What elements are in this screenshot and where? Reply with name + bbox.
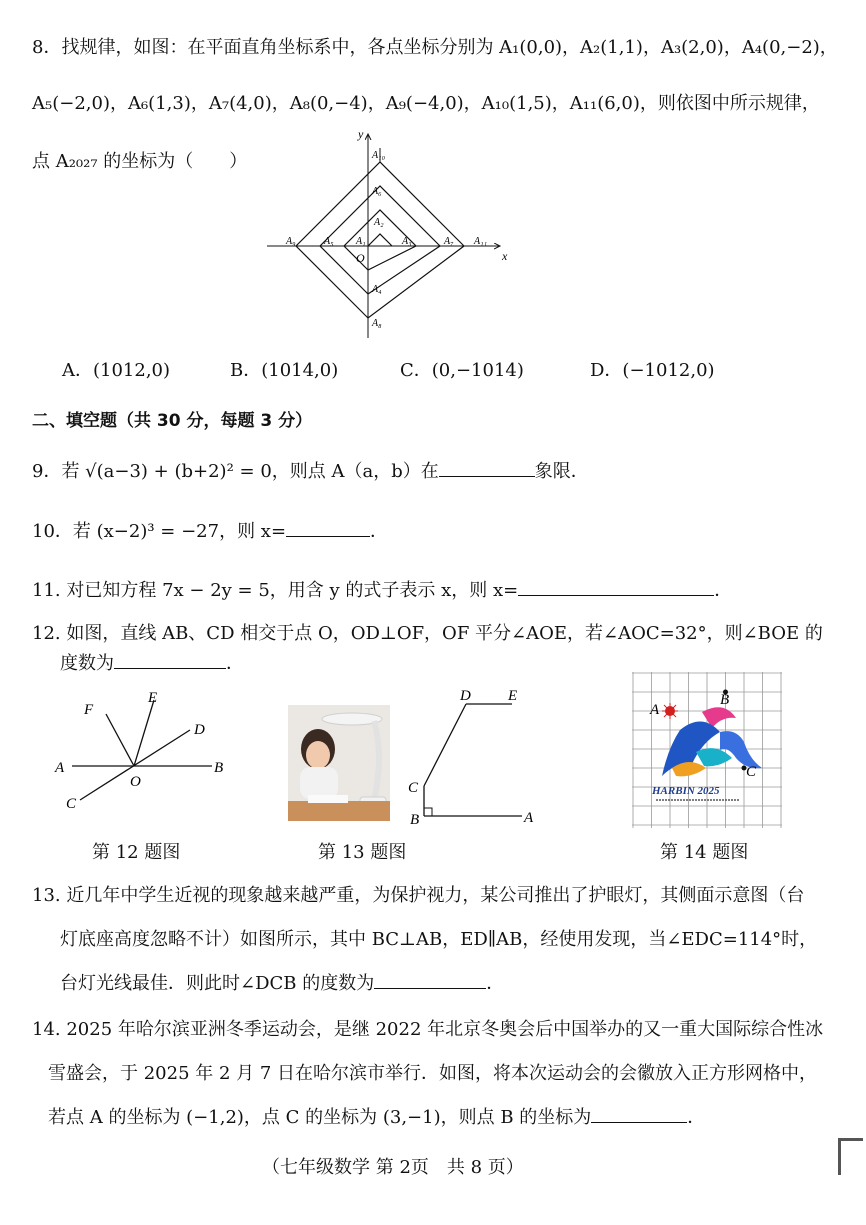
q12-label-O: O <box>130 774 141 790</box>
q14-label-B: B <box>720 692 730 708</box>
q8-line3: 点 A₂₀₂₇ 的坐标为（ ） <box>32 151 248 172</box>
q12-label-E: E <box>148 690 158 706</box>
q14-line2: 雪盛会，于 2025 年 2 月 7 日在哈尔滨市举行．如图，将本次运动会的会徽放入正方形网格中， <box>48 1063 818 1084</box>
q13-label-D: D <box>460 688 471 704</box>
page-footer: （七年级数学 第 2页 共 8 页） <box>262 1157 524 1178</box>
q14-line1: 14. 2025 年哈尔滨亚洲冬季运动会，是继 2022 年北京冬奥会后中国举办的又一重大国际综合性冰 <box>32 1019 824 1040</box>
q11-answer-blank[interactable] <box>518 577 714 596</box>
q12-line2 <box>60 650 244 676</box>
q13-label-A: A <box>524 810 534 826</box>
q12-text: 度数为 <box>60 653 114 674</box>
q8-coordinate-figure <box>262 128 512 340</box>
q13-label-E: E <box>508 688 518 704</box>
q12-figure <box>50 686 240 816</box>
q12-answer-blank[interactable] <box>114 650 226 669</box>
q13-text: 台灯光线最佳．则此时∠DCB 的度数为 <box>60 973 375 994</box>
q11-text: 11. 对已知方程 7x − 2y = 5，用含 y 的式子表示 x，则 x= <box>32 580 519 601</box>
q11 <box>32 577 732 603</box>
label-x: x <box>502 249 508 263</box>
q8-line2: A₅(−2,0)，A₆(1,3)，A₇(4,0)，A₈(0,−4)，A₉(−4,0)，A₁₀(1,5)，A₁₁(6,0)，则依图中所示规律， <box>32 93 820 114</box>
q14-tail: ． <box>687 1107 706 1128</box>
scan-corner-mark <box>838 1138 863 1175</box>
q8-option-d[interactable]: D．(−1012,0) <box>590 360 715 381</box>
q12-label-A: A <box>55 760 65 776</box>
q12-label-D: D <box>194 722 205 738</box>
label-A8: A₈ <box>372 318 382 329</box>
label-A2: A₂ <box>374 217 384 228</box>
q8-option-b[interactable]: B．(1014,0) <box>230 360 339 381</box>
label-A11: A₁₁ <box>474 236 488 247</box>
desk-lamp-photo <box>288 705 390 821</box>
q13-line1: 13. 近几年中学生近视的现象越来越严重，为保护视力，某公司推出了护眼灯，其侧面示意图（台 <box>32 885 805 906</box>
q10-tail: ． <box>370 521 389 542</box>
q12-label-F: F <box>84 702 94 718</box>
label-A7: A₇ <box>444 236 454 247</box>
label-A5: A₅ <box>324 236 334 247</box>
q14-label-A: A <box>650 702 660 718</box>
q8-option-c[interactable]: C．(0,−1014) <box>400 360 524 381</box>
q13-figure <box>404 686 544 828</box>
q13-line2: 灯底座高度忽略不计）如图所示，其中 BC⊥AB，ED∥AB，经使用发现，当∠EDC=114°时， <box>60 929 818 950</box>
q10-answer-blank[interactable] <box>286 518 370 537</box>
label-A10: A₁₀ <box>372 150 386 161</box>
q14-text: 若点 A 的坐标为 (−1,2)，点 C 的坐标为 (3,−1)，则点 B 的坐标为 <box>48 1107 592 1128</box>
q10-text: 10．若 (x−2)³ = −27，则 x= <box>32 521 287 542</box>
q9-answer-blank[interactable] <box>439 458 535 477</box>
label-A9: A₉ <box>286 236 296 247</box>
q11-tail: ． <box>714 580 733 601</box>
q12-label-B: B <box>214 760 224 776</box>
q8-line1: 8．找规律，如图：在平面直角坐标系中，各点坐标分别为 A₁(0,0)，A₂(1,1)，A₃(2,0)，A₄(0,−2)， <box>32 37 838 58</box>
q10 <box>32 518 388 544</box>
q13-label-C: C <box>408 780 419 796</box>
label-A6: A₆ <box>372 186 382 197</box>
q14-line3 <box>48 1104 705 1130</box>
label-O: O <box>356 251 365 265</box>
q12-tail: ． <box>226 653 244 674</box>
q13-line3 <box>60 970 504 996</box>
q14-logo-grid <box>632 672 782 828</box>
q13-tail: ． <box>486 973 505 994</box>
label-A4: A₄ <box>372 284 382 295</box>
q8-option-a[interactable]: A．(1012,0) <box>62 360 171 381</box>
path-small <box>368 234 392 246</box>
q14-answer-blank[interactable] <box>591 1104 687 1123</box>
q12-label-C: C <box>66 796 77 812</box>
q9 <box>32 458 589 484</box>
q12-line1: 12. 如图，直线 AB、CD 相交于点 O，OD⊥OF，OF 平分∠AOE，若∠AOC=32°，则∠BOE 的 <box>32 623 823 644</box>
label-A3: A₃ <box>402 236 412 247</box>
q9-tail: 象限． <box>534 461 589 482</box>
section-title: 二、填空题（共 30 分，每题 3 分） <box>32 411 313 431</box>
q12-caption: 第 12 题图 <box>92 842 181 863</box>
q14-label-C: C <box>746 764 757 780</box>
q13-answer-blank[interactable] <box>374 970 486 989</box>
q13-caption: 第 13 题图 <box>318 842 407 863</box>
q13-label-B: B <box>410 812 420 828</box>
q14-caption: 第 14 题图 <box>660 842 749 863</box>
q9-text: 9．若 √(a−3) + (b+2)² = 0，则点 A（a，b）在 <box>32 461 439 482</box>
q14-logo-text: HARBIN 2025 <box>652 785 720 797</box>
label-A1: A₁ <box>356 236 366 247</box>
label-y: y <box>358 128 364 141</box>
